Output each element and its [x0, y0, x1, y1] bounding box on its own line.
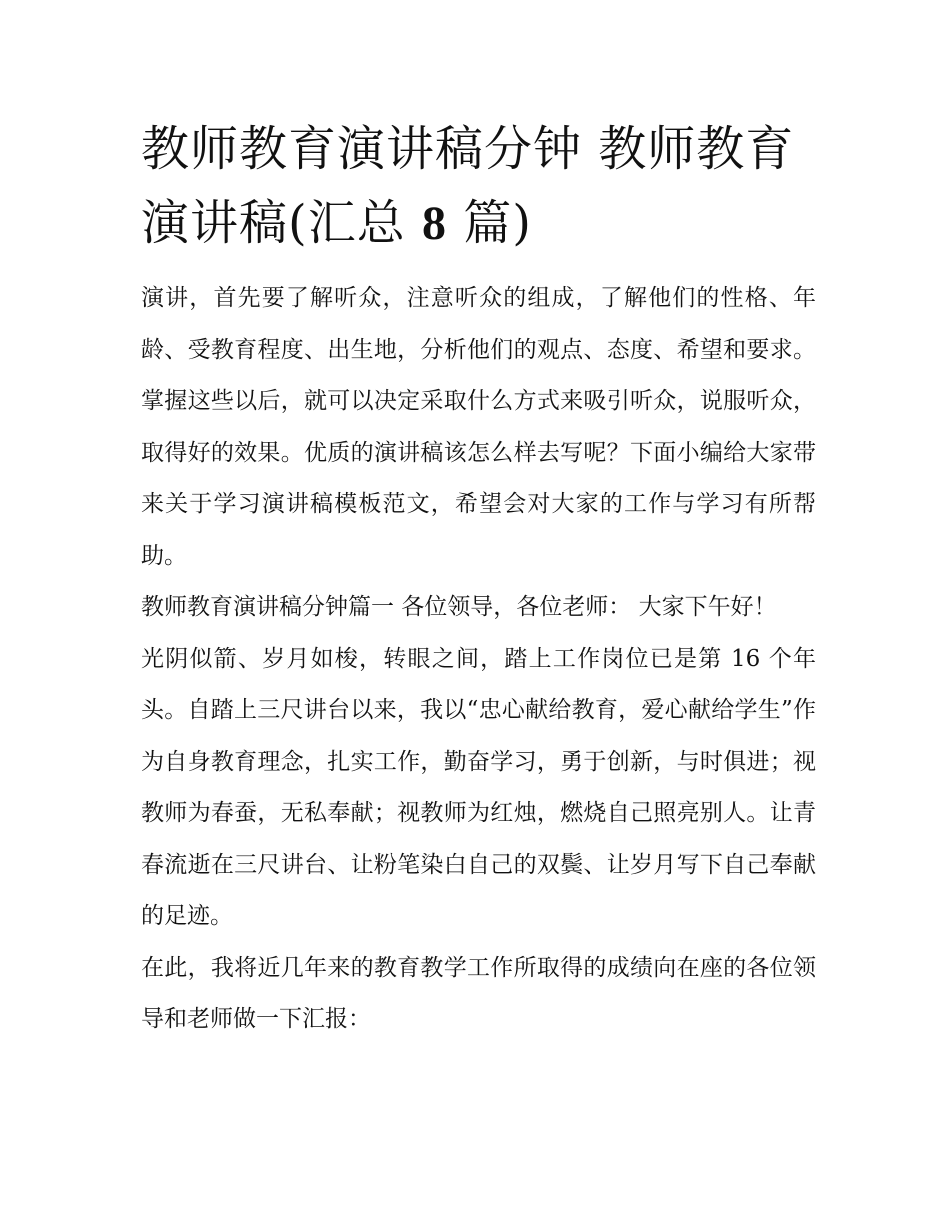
- paragraph-intro: 演讲，首先要了解听众，注意听众的组成，了解他们的性格、年龄、受教育程度、出生地，分析他们的观点、态度、希望和要求。掌握这些以后，就可以决定采取什么方式来吸引听众，说服听众，取得好的效果。优质的演讲稿该怎么样去写呢？下面小编给大家带来关于学习演讲稿模板范文，希望会对大家的工作与学习有所帮助。: [141, 285, 816, 569]
- paragraph-greeting: 教师教育演讲稿分钟篇一 各位领导，各位老师： 大家下午好！: [141, 594, 777, 620]
- paragraph-report-intro: 在此，我将近几年来的教育教学工作所取得的成绩向在座的各位领导和老师做一下汇报：: [141, 954, 816, 1032]
- paragraph-reflection: 光阴似箭、岁月如梭，转眼之间，踏上工作岗位已是第 16 个年头。自踏上三尺讲台以来，我以“忠心献给教育，爱心献给学生”作为自身教育理念，扎实工作，勤奋学习，勇于创新，与时俱进；视教师为春蚕，无私奉献；视教师为红烛，燃烧自己照亮别人。让青春流逝在三尺讲台、让粉笔染白自己的双鬓、让岁月写下自己奉献的足迹。: [141, 645, 816, 929]
- title-text-part2: 篇): [447, 195, 532, 251]
- document-title: [141, 112, 816, 261]
- title-text-part1: 教师教育演讲稿分钟 教师教育演讲稿(汇总: [141, 121, 795, 251]
- title-number: 8: [422, 197, 447, 250]
- document-content: [141, 112, 816, 1046]
- document-body: [141, 273, 816, 1046]
